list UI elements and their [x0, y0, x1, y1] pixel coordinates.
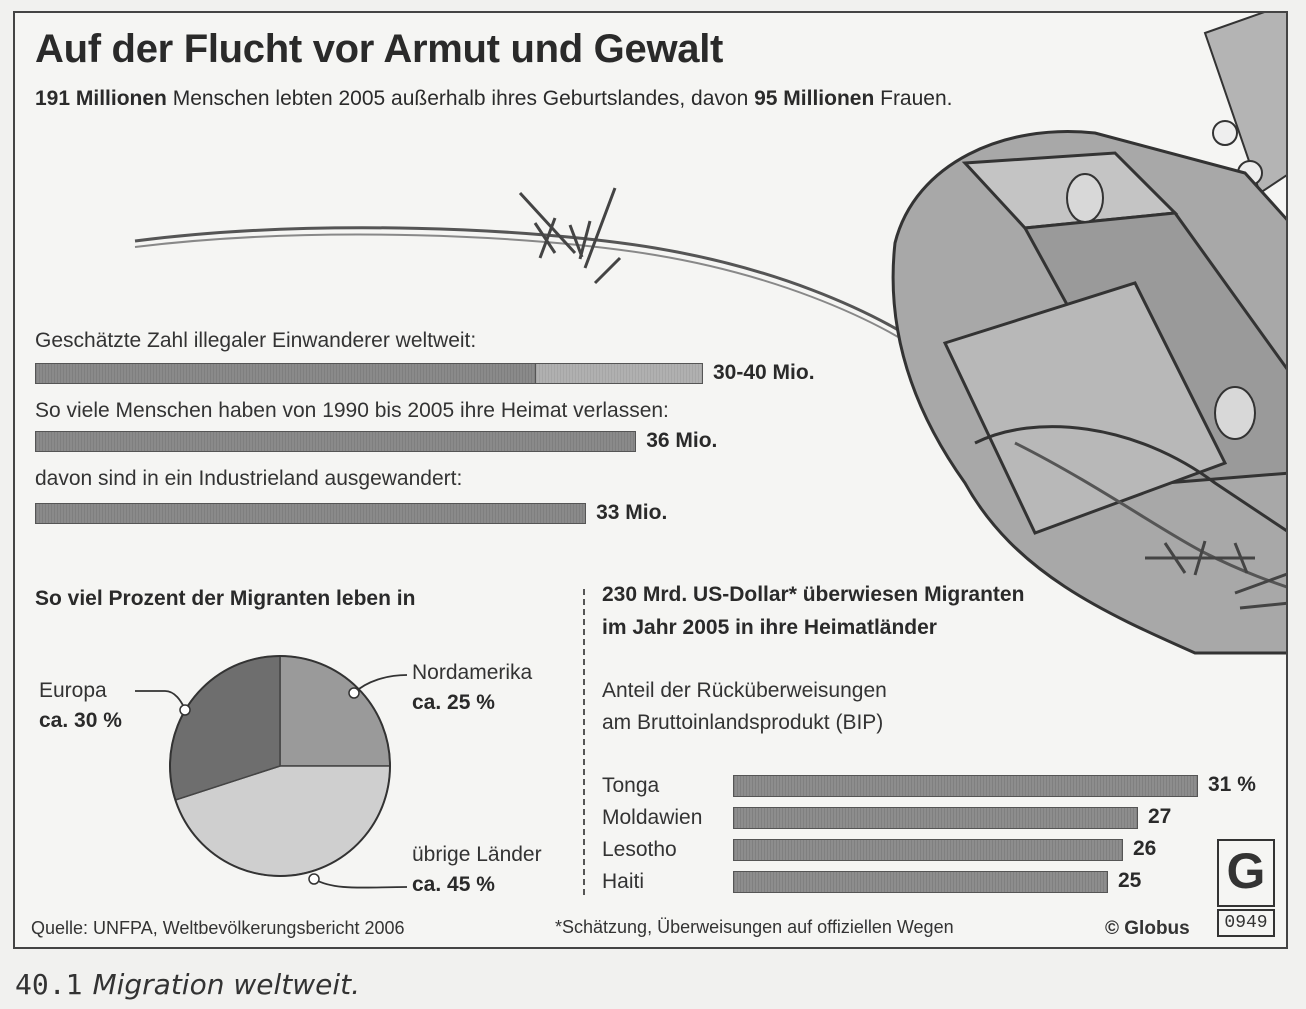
globus-logo-number: 0949 [1217, 909, 1275, 937]
globus-logo [1217, 839, 1275, 937]
bar-value-illegal: 30-40 Mio. [713, 361, 815, 384]
infographic-frame [13, 11, 1288, 949]
remit-country-lesotho: Lesotho [602, 838, 677, 861]
remit-title-line1: 230 Mrd. US-Dollar* überwiesen Migranten [602, 583, 1025, 606]
globus-logo-letter: G [1217, 839, 1275, 907]
pie-value-europa: ca. 30 % [39, 709, 122, 732]
subtitle-bold-total: 191 Millionen [35, 87, 167, 110]
section-divider [583, 589, 585, 895]
bar-label-industrial: davon sind in ein Industrieland ausgewandert: [35, 467, 463, 490]
remit-value-moldawien: 27 [1148, 805, 1172, 828]
subtitle-text-2: Frauen. [874, 87, 953, 110]
bar-label-left-home: So viele Menschen haben von 1990 bis 2005 ihre Heimat verlassen: [35, 399, 669, 422]
remit-bar-moldawien [733, 807, 1138, 829]
subtitle-text-1: Menschen lebten 2005 außerhalb ihres Geburtslandes, davon [166, 87, 755, 110]
page-title: Auf der Flucht vor Armut und Gewalt [35, 27, 724, 71]
pie-value-nordamerika: ca. 25 % [412, 691, 495, 714]
remit-bar-lesotho [733, 839, 1123, 861]
remit-value-lesotho: 26 [1133, 837, 1157, 860]
remit-subtitle-line2: am Bruttoinlandsprodukt (BIP) [602, 711, 884, 734]
footer-copyright: © Globus [1105, 918, 1190, 939]
pie-label-uebrige: übrige Länder [412, 843, 542, 866]
remit-bar-tonga [733, 775, 1198, 797]
pie-leader-lines [15, 13, 615, 949]
remit-title-line2: im Jahr 2005 in ihre Heimatländer [602, 616, 937, 639]
pie-label-europa: Europa [39, 679, 107, 702]
remit-country-tonga: Tonga [602, 774, 660, 797]
footer-note: *Schätzung, Überweisungen auf offiziellen Wegen [555, 917, 954, 937]
bar-value-left-home: 36 Mio. [646, 429, 718, 452]
pie-value-uebrige: ca. 45 % [412, 873, 495, 896]
caption-text: Migration weltweit. [92, 968, 361, 1001]
footer-source: Quelle: UNFPA, Weltbevölkerungsbericht 2006 [31, 918, 405, 938]
pie-label-nordamerika: Nordamerika [412, 661, 533, 684]
remit-value-tonga: 31 % [1208, 773, 1256, 796]
caption-number: 40.1 [15, 968, 83, 1001]
remit-subtitle-line1: Anteil der Rücküberweisungen [602, 679, 887, 702]
pie-section-title: So viel Prozent der Migranten leben in [35, 587, 416, 610]
remit-country-haiti: Haiti [602, 870, 645, 893]
remit-country-moldawien: Moldawien [602, 806, 703, 829]
remit-bar-haiti [733, 871, 1108, 893]
figure-caption [15, 968, 360, 1001]
bar-label-illegal: Geschätzte Zahl illegaler Einwanderer weltweit: [35, 329, 477, 352]
remit-value-haiti: 25 [1118, 869, 1142, 892]
bar-value-industrial: 33 Mio. [596, 501, 668, 524]
subtitle-bold-women: 95 Millionen [754, 87, 875, 110]
